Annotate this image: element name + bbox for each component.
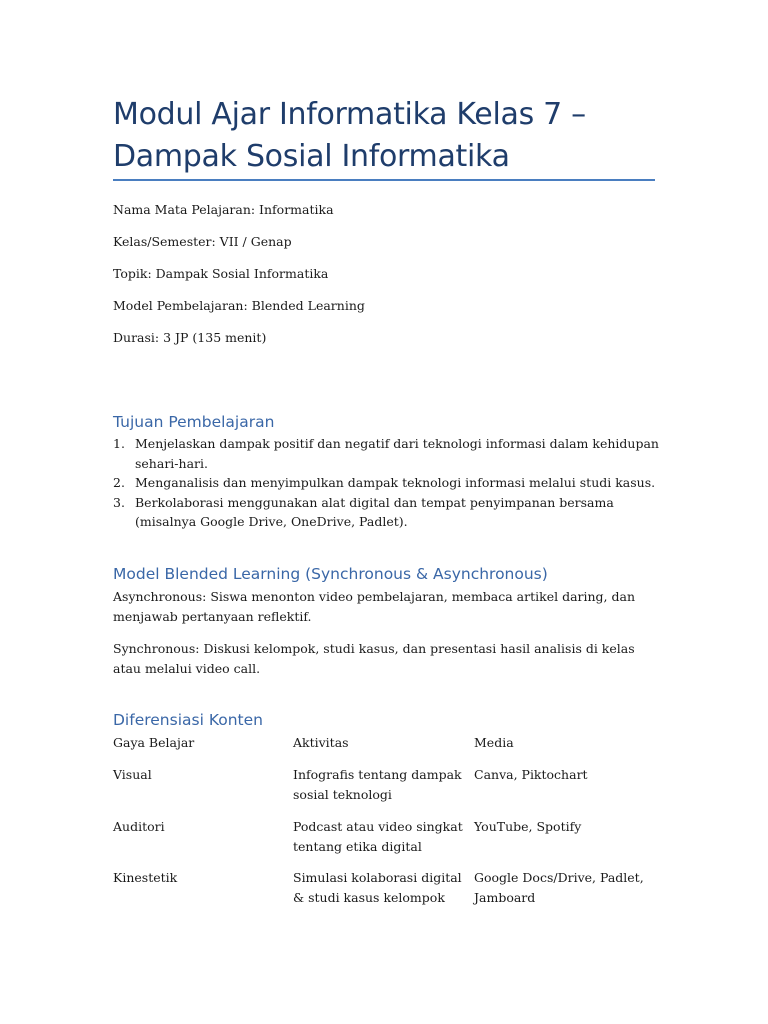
- list-item: [113, 493, 673, 532]
- heading-model-blended-learning: Model Blended Learning (Synchronous & Asynchronous): [113, 565, 548, 583]
- list-number: 3.: [113, 494, 125, 510]
- table-cell: Podcast atau video singkat tentang etika digital: [293, 819, 463, 854]
- table-cell: Infografis tentang dampak sosial teknologi: [293, 767, 462, 802]
- table-cell: YouTube, Spotify: [474, 819, 582, 834]
- table-cell: Kinestetik: [113, 870, 178, 885]
- list-item: [113, 434, 673, 473]
- heading-diferensiasi-konten: Diferensiasi Konten: [113, 711, 263, 729]
- list-item-text: Menganalisis dan menyimpulkan dampak teknologi informasi melalui studi kasus.: [135, 475, 656, 490]
- list-item-text: Menjelaskan dampak positif dan negatif dari teknologi informasi dalam kehidupan sehari-hari.: [135, 436, 659, 471]
- table-cell: Canva, Piktochart: [474, 767, 588, 782]
- document-title-line-1: Modul Ajar Informatika Kelas 7 –: [113, 97, 586, 132]
- column-header: Gaya Belajar: [113, 735, 195, 750]
- document-title-line-2: Dampak Sosial Informatika: [113, 139, 510, 174]
- table-cell: Simulasi kolaborasi digital & studi kasus kelompok: [293, 870, 462, 905]
- info-class-semester: Kelas/Semester: VII / Genap: [113, 234, 292, 249]
- info-duration: Durasi: 3 JP (135 menit): [113, 330, 267, 345]
- list-item-text: Berkolaborasi menggunakan alat digital dan tempat penyimpanan bersama (misalnya Google Drive, OneDrive, Padlet).: [135, 494, 614, 529]
- info-subject: Nama Mata Pelajaran: Informatika: [113, 202, 334, 217]
- heading-tujuan-pembelajaran: Tujuan Pembelajaran: [113, 413, 275, 431]
- module-info: [113, 200, 673, 360]
- table-cell: Visual: [113, 767, 152, 782]
- asynchronous-paragraph: Asynchronous: Siswa menonton video pembelajaran, membaca artikel daring, dan menjawab pertanyaan reflektif.: [113, 589, 636, 624]
- title-underline: [113, 179, 655, 181]
- list-number: 2.: [113, 475, 125, 490]
- column-header: Media: [474, 735, 514, 750]
- learning-objectives-list: [113, 434, 673, 532]
- synchronous-paragraph: Synchronous: Diskusi kelompok, studi kasus, dan presentasi hasil analisis di kelas atau melalui video call.: [113, 641, 635, 676]
- list-number: 1.: [113, 436, 125, 451]
- info-learning-model: Model Pembelajaran: Blended Learning: [113, 298, 365, 313]
- info-topic: Topik: Dampak Sosial Informatika: [113, 266, 329, 281]
- document-title: [113, 94, 673, 178]
- column-header: Aktivitas: [293, 735, 349, 750]
- table-cell: Google Docs/Drive, Padlet, Jamboard: [474, 870, 644, 905]
- list-item: [113, 473, 673, 493]
- table-cell: Auditori: [113, 819, 165, 834]
